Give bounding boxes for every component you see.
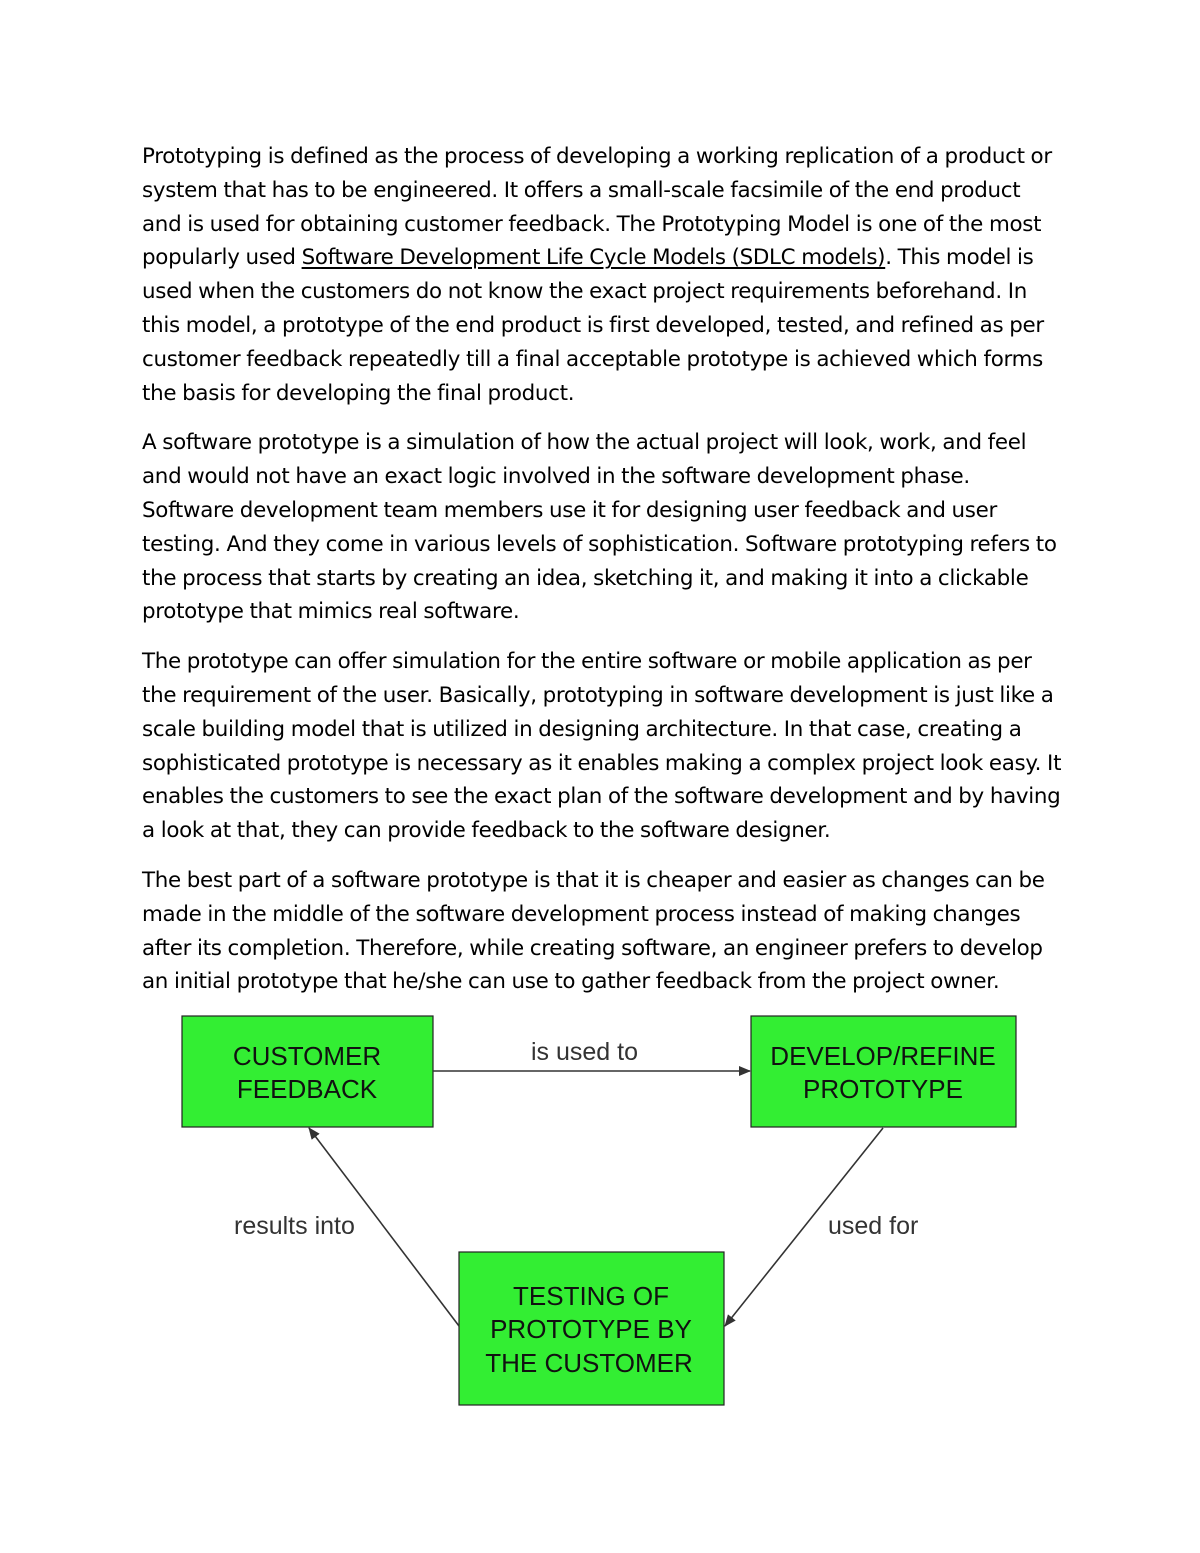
edge-feedback-to-develop-label: is used to [531, 1038, 639, 1066]
sdlc-models-link[interactable]: Software Development Life Cycle Models (SDLC models) [301, 245, 886, 271]
edge-develop-to-testing-label: used for [828, 1212, 919, 1240]
paragraph-4: The best part of a software prototype is that it is cheaper and easier as changes can be made in the middle of the software development process instead of making changes after its completion. Therefore, while creating software, an engineer prefers to develop an initial prototype that he/she can use to gather feedback from the project owner. [142, 867, 1045, 995]
node-customer-feedback-box [182, 1016, 433, 1127]
paragraph-3: The prototype can offer simulation for the entire software or mobile application as per the requirement of the user. Basically, prototyping in software development is just like a scale building model that is utilized in designing architecture. In that case, creating a sophisticated prototype is necessary as it enables making a complex project look easy. It enables the customers to see the exact plan of the software development and by having a look at that, they can provide feedback to the software designer. [142, 649, 1062, 844]
edge-testing-to-feedback [234, 1128, 459, 1326]
node-customer-feedback-line1: CUSTOMER [232, 1041, 382, 1071]
node-customer-feedback [182, 1016, 433, 1127]
node-testing-line2: PROTOTYPE BY [490, 1314, 692, 1344]
node-testing-line1: TESTING OF [513, 1281, 669, 1311]
paragraph-1-text-before: Prototyping is defined as the process of developing a working replication of a product or system that has to be engineered. It offers a small-scale facsimile of the end product and is used for obtaining customer feedback. The Prototyping Model is one of the most popularly used [142, 144, 1052, 271]
node-customer-feedback-line2: FEEDBACK [236, 1074, 378, 1104]
node-develop-refine [751, 1016, 1016, 1127]
node-develop-refine-line1: DEVELOP/REFINE [770, 1041, 996, 1071]
node-develop-refine-line2: PROTOTYPE [803, 1074, 963, 1104]
node-testing [459, 1252, 724, 1405]
node-testing-line3: THE CUSTOMER [485, 1348, 693, 1378]
node-develop-refine-box [751, 1016, 1016, 1127]
edge-feedback-to-develop [433, 1038, 750, 1071]
edge-develop-to-testing [725, 1128, 918, 1326]
paragraph-2: A software prototype is a simulation of how the actual project will look, work, and feel and would not have an exact logic involved in the software development phase. Software development team members use it for designing user feedback and user testing. And they come in various levels of sophistication. Software prototyping refers to the process that starts by creating an idea, sketching it, and making it into a clickable prototype that mimics real software. [142, 430, 1057, 625]
paragraph-1-text-after: . This model is used when the customers do not know the exact project requirements beforehand. In this model, a prototype of the end product is first developed, tested, and refined as per customer feedback repeatedly till a final acceptable prototype is achieved which forms the basis for developing the final product. [142, 245, 1044, 406]
edge-testing-to-feedback-label: results into [234, 1212, 355, 1240]
